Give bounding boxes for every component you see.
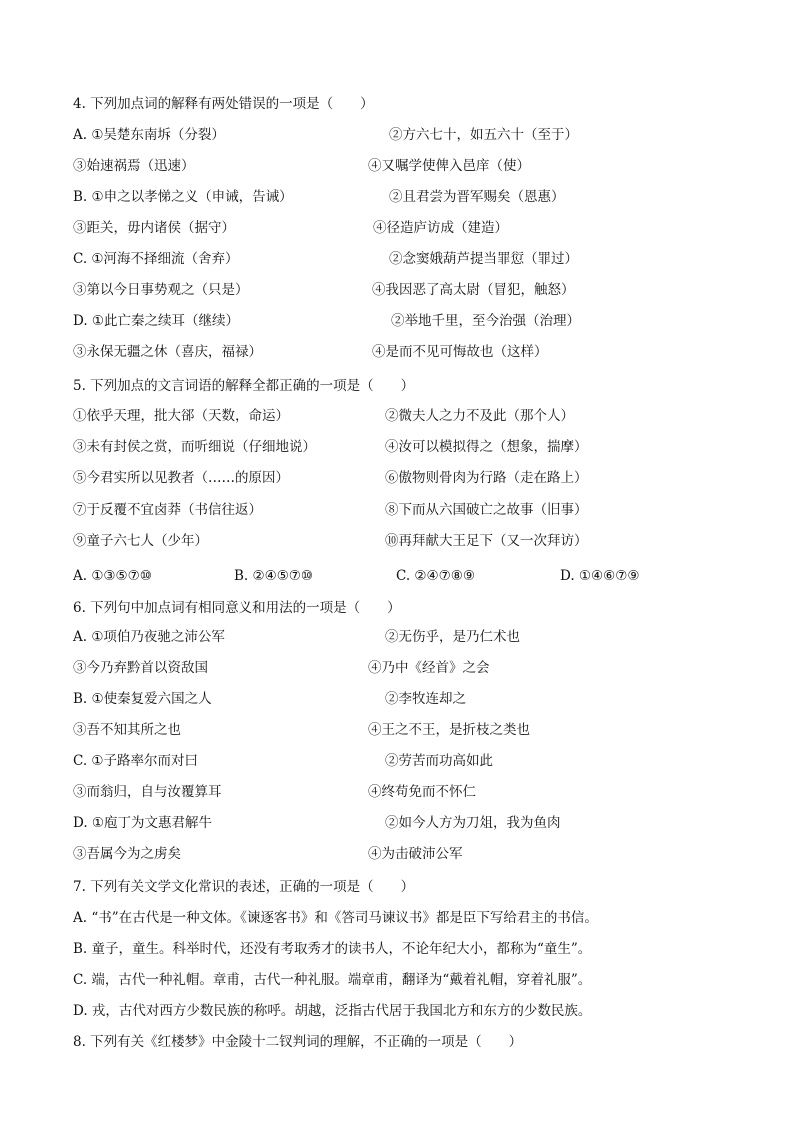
q4-c3: ③第以今日事势观之（只是） — [73, 282, 249, 298]
question-8-stem: 8. 下列有关《红楼梦》中金陵十二钗判词的理解，不正确的一项是（ ） — [73, 1034, 523, 1050]
q5-item-5: ⑤今君实所以见教者（……的原因） — [73, 470, 289, 486]
q4-b3: ③距关，毋内诸侯（据守） — [73, 220, 235, 236]
q6-b3: ③吾不知其所之也 — [73, 722, 181, 738]
q6-b1: B. ①使秦复爱六国之人 — [73, 691, 212, 707]
q5-option-b: B. ②④⑤⑦⑩ — [234, 568, 314, 584]
q5-item-6: ⑥傲物则骨肉为行路（走在路上） — [385, 470, 588, 486]
q4-c1: C. ①河海不择细流（舍弃） — [73, 251, 239, 267]
q5-item-10: ⑩再拜献大王足下（又一次拜访） — [385, 533, 588, 549]
q6-c4: ④终苟免而不怀仁 — [368, 784, 476, 800]
question-7-stem: 7. 下列有关文学文化常识的表述，正确的一项是（ ） — [73, 879, 415, 895]
q4-a4: ④又嘱学使俾入邑庠（使） — [368, 158, 530, 174]
q7-option-a: A. “书”在古代是一种文体。《谏逐客书》和《答司马谏议书》都是臣下写给君主的书信。 — [73, 910, 598, 926]
q4-b4: ④径造庐访成（建造） — [373, 220, 508, 236]
q6-b4: ④王之不王，是折枝之类也 — [368, 722, 530, 738]
q6-a3: ③今乃弃黔首以资敌国 — [73, 660, 208, 676]
q6-c1: C. ①子路率尔而对曰 — [73, 753, 199, 769]
q6-c3: ③而翁归，自与汝覆算耳 — [73, 784, 222, 800]
q6-b2: ②李牧连却之 — [385, 691, 466, 707]
q5-option-a: A. ①③⑤⑦⑩ — [73, 568, 152, 584]
q5-option-d: D. ①④⑥⑦⑨ — [560, 568, 640, 584]
q5-item-4: ④汝可以模拟得之（想象，揣摩） — [385, 439, 588, 455]
q5-option-c: C. ②④⑦⑧⑨ — [396, 568, 475, 584]
q4-b2: ②且君尝为晋军赐矣（恩惠） — [389, 189, 565, 205]
q6-d2: ②如今人方为刀俎，我为鱼肉 — [385, 815, 561, 831]
q6-a4: ④乃中《经首》之会 — [368, 660, 490, 676]
q4-d4: ④是而不见可悔故也（这样） — [372, 344, 548, 360]
q6-d4: ④为击破沛公军 — [368, 846, 463, 862]
q4-b1: B. ①申之以孝悌之义（申诫，告诫） — [73, 189, 293, 205]
q7-option-d: D. 戎，古代对西方少数民族的称呼。胡越，泛指古代居于我国北方和东方的少数民族。 — [73, 1003, 592, 1019]
q6-d1: D. ①庖丁为文惠君解牛 — [73, 815, 213, 831]
q4-c2: ②念窦娥葫芦提当罪愆（罪过） — [389, 251, 578, 267]
q7-option-b: B. 童子，童生。科举时代，还没有考取秀才的读书人，不论年纪大小，都称为“童生”。 — [73, 941, 592, 957]
q4-a1: A. ①吴楚东南坼（分裂） — [73, 127, 225, 143]
q5-item-9: ⑨童子六七人（少年） — [73, 533, 208, 549]
q5-item-8: ⑧下而从六国破亡之故事（旧事） — [385, 502, 588, 518]
question-4-stem: 4. 下列加点词的解释有两处错误的一项是（ ） — [73, 96, 374, 112]
question-5-stem: 5. 下列加点的文言词语的解释全都正确的一项是（ ） — [73, 378, 415, 394]
q4-a2: ②方六七十，如五六十（至于） — [389, 127, 578, 143]
q5-item-7: ⑦于反覆不宜卤莽（书信往返） — [73, 502, 262, 518]
q6-d3: ③吾属今为之虏矣 — [73, 846, 181, 862]
q4-c4: ④我因恶了高太尉（冒犯，触怒） — [372, 282, 575, 298]
q5-item-3: ③未有封侯之赏，而听细说（仔细地说） — [73, 439, 316, 455]
q7-option-c: C. 端，古代一种礼帽。章甫，古代一种礼服。端章甫，翻译为“戴着礼帽，穿着礼服”。 — [73, 972, 592, 988]
question-6-stem: 6. 下列句中加点词有相同意义和用法的一项是（ ） — [73, 600, 401, 616]
q6-c2: ②劳苦而功高如此 — [385, 753, 493, 769]
q6-a2: ②无伤乎，是乃仁术也 — [385, 629, 520, 645]
q4-d2: ②举地千里，至今治强（治理） — [391, 313, 580, 329]
q4-a3: ③始速祸焉（迅速） — [73, 158, 195, 174]
q5-item-1: ①依乎天理，批大郤（天数，命运） — [73, 408, 289, 424]
q5-item-2: ②微夫人之力不及此（那个人） — [385, 408, 574, 424]
q4-d3: ③永保无疆之休（喜庆，福禄） — [73, 344, 262, 360]
q4-d1: D. ①此亡秦之续耳（继续） — [73, 313, 240, 329]
q6-a1: A. ①项伯乃夜驰之沛公军 — [73, 629, 225, 645]
